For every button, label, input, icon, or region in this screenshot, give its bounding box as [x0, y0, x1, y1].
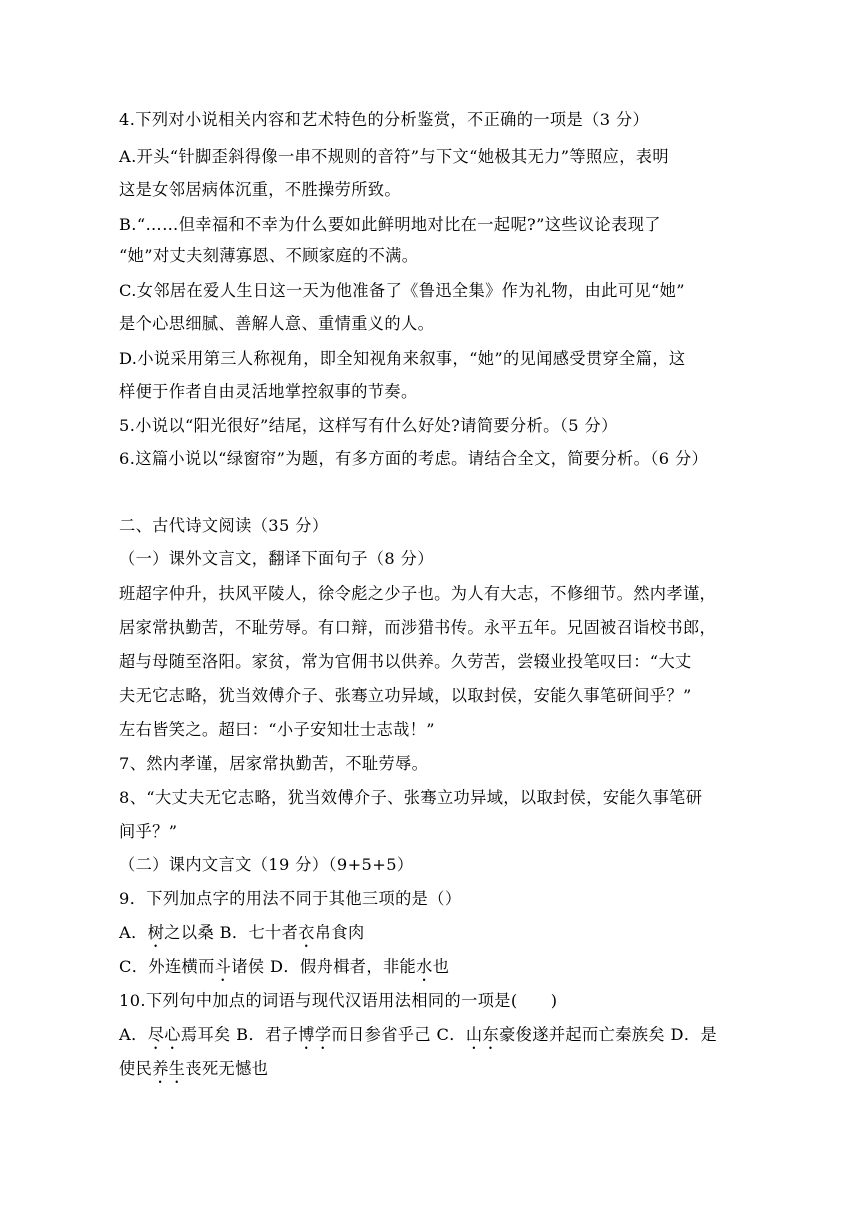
q9-option-a-text: 之以桑 B．七十者: [164, 923, 299, 942]
q10-option-a-label: A．: [119, 1025, 148, 1044]
q9-stem: 9．下列加点字的用法不同于其他三项的是（）: [119, 889, 462, 908]
q10-options-line1: [119, 1023, 717, 1053]
q9-option-b-dotted-char: 衣: [298, 923, 315, 942]
q10-option-c-text: 豪俊遂并起而亡秦族矣 D．是: [499, 1025, 718, 1044]
q4-stem: 4.下列对小说相关内容和艺术特色的分析鉴赏，不正确的一项是（3 分）: [119, 110, 650, 129]
q10-option-b-dotted-words: 博学: [298, 1025, 332, 1044]
section-title: 二、古代诗文阅读（35 分）: [119, 516, 329, 535]
q4-option-d-line1: D.小说采用第三人称视角，即全知视角来叙事，“她”的见闻感受贯穿全篇，这: [119, 349, 686, 368]
q8-question-line1: 8、“大丈夫无它志略，犹当效傅介子、张骞立功异域，以取封侯，安能久事笔研: [119, 788, 703, 807]
passage-line-5: 左右皆笑之。超曰：“小子安知壮士志哉！”: [119, 720, 435, 739]
part1-title: （一）课外文言文，翻译下面句子（8 分）: [119, 549, 434, 568]
part2-title: （二）课内文言文（19 分）（9+5+5）: [119, 855, 414, 874]
q4-option-c-line1: C.女邻居在爱人生日这一天为他准备了《鲁迅全集》作为礼物，由此可见“她”: [119, 281, 685, 300]
passage-line-1: 班超字仲升，扶风平陵人，徐令彪之少子也。为人有大志，不修细节。然内孝谨，: [119, 584, 717, 603]
q9-option-a-label: A．: [119, 923, 148, 942]
q10-stem: 10.下列句中加点的词语与现代汉语用法相同的一项是( ): [119, 991, 558, 1010]
q9-option-a-dotted-char: 树: [147, 923, 165, 942]
q7-question: 7、然内孝谨，居家常执勤苦，不耻劳辱。: [119, 754, 429, 773]
q9-option-d-dotted-char: 水: [416, 957, 433, 976]
q4-option-a-line2: 这是女邻居病体沉重，不胜操劳所致。: [119, 180, 401, 199]
q9-options-line2: [119, 955, 449, 985]
q4-option-c-line2: 是个心思细腻、善解人意、重情重义的人。: [119, 314, 435, 333]
q10-option-a-dotted-words: 尽心: [147, 1025, 181, 1044]
q4-option-d-line2: 样便于作者自由灵活地掌控叙事的节奏。: [119, 382, 418, 401]
q9-option-d-text: 也: [432, 957, 450, 976]
q9-option-c-text: 诸侯 D．假舟楫者，非能: [231, 957, 417, 976]
q9-options-line1: [119, 921, 365, 951]
q10-option-d-text: 丧死无憾也: [185, 1059, 269, 1078]
q9-option-c-label: C．外连横而: [119, 957, 215, 976]
q9-option-c-dotted-char: 斗: [214, 957, 232, 976]
passage-line-4: 夫无它志略，犹当效傅介子、张骞立功异域，以取封侯，安能久事笔研间乎？”: [119, 686, 692, 705]
q10-option-b-text: 而日参省乎己 C．: [331, 1025, 466, 1044]
q4-option-b-line2: “她”对丈夫刻薄寡恩、不顾家庭的不满。: [119, 246, 419, 265]
q4-option-b-line1: B.“……但幸福和不幸为什么要如此鲜明地对比在一起呢?”这些议论表现了: [119, 215, 661, 234]
passage-line-3: 超与母随至洛阳。家贫，常为官佣书以供养。久劳苦，尝辍业投笔叹曰：“大丈: [119, 652, 692, 671]
q9-option-b-text: 帛食肉: [314, 923, 365, 942]
q10-option-d-dotted-words: 养生: [152, 1059, 186, 1078]
q8-question-line2: 间乎？”: [119, 822, 178, 841]
passage-line-2: 居家常执勤苦，不耻劳辱。有口辩，而涉猎书传。永平五年。兄固被召诣校书郎，: [119, 618, 717, 637]
q5-question: 5.小说以“阳光很好”结尾，这样写有什么好处?请简要分析。（5 分）: [119, 416, 618, 435]
q10-option-c-dotted-words: 山东: [465, 1025, 500, 1044]
q10-option-a-text: 焉耳矣 B．君子: [180, 1025, 299, 1044]
q10-option-d-text-pre: 使民: [119, 1059, 153, 1078]
q4-option-a-line1: A.开头“针脚歪斜得像一串不规则的音符”与下文“她极其无力”等照应，表明: [119, 147, 669, 166]
q6-question: 6.这篇小说以“绿窗帘”为题，有多方面的考虑。请结合全文，简要分析。（6 分）: [119, 449, 709, 468]
q10-options-line2: [119, 1057, 268, 1087]
